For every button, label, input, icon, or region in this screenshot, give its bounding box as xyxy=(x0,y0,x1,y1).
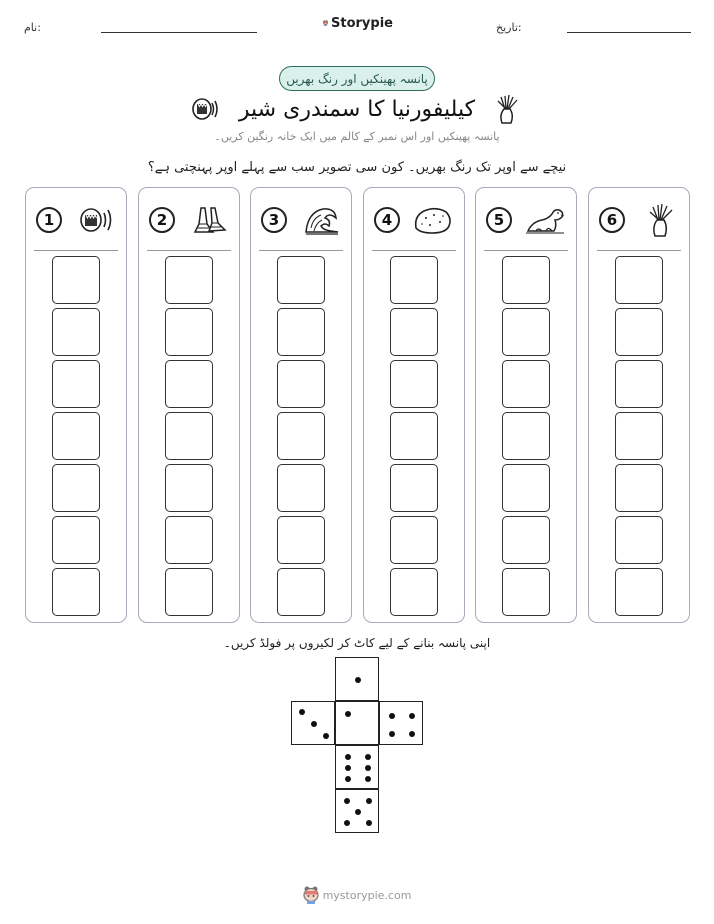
pip xyxy=(365,754,371,760)
color-box[interactable] xyxy=(502,568,550,616)
pip xyxy=(345,754,351,760)
color-box[interactable] xyxy=(615,464,663,512)
column-header xyxy=(149,202,229,238)
pip xyxy=(355,677,361,683)
color-box[interactable] xyxy=(390,360,438,408)
ocean-wave-icon xyxy=(303,204,341,236)
color-box[interactable] xyxy=(52,412,100,460)
column-3 xyxy=(250,187,352,623)
color-box[interactable] xyxy=(390,568,438,616)
color-boxes xyxy=(139,256,239,616)
color-boxes xyxy=(251,256,351,616)
color-box[interactable] xyxy=(390,256,438,304)
flippers-icon xyxy=(191,204,229,236)
pip xyxy=(365,776,371,782)
color-box[interactable] xyxy=(52,308,100,356)
pip xyxy=(389,731,395,737)
sea-lion-icon xyxy=(524,204,566,236)
subtitle: پانسہ پھینکیں اور اس نمبر کے کالم میں ایک خانہ رنگین کریں۔ xyxy=(214,130,500,143)
pip xyxy=(355,809,361,815)
pip xyxy=(409,731,415,737)
color-box[interactable] xyxy=(165,360,213,408)
date-line xyxy=(567,32,691,33)
color-box[interactable] xyxy=(277,568,325,616)
color-box[interactable] xyxy=(165,464,213,512)
die-face-right xyxy=(379,701,423,745)
color-box[interactable] xyxy=(165,308,213,356)
column-number: 4 xyxy=(374,207,400,233)
roaring-mouth-icon xyxy=(78,204,116,236)
logo-text: Storypie xyxy=(331,15,393,31)
die-face-bottom xyxy=(335,789,379,833)
color-box[interactable] xyxy=(52,360,100,408)
color-box[interactable] xyxy=(390,464,438,512)
date-label: تاریخ: xyxy=(496,21,522,34)
color-box[interactable] xyxy=(615,516,663,564)
color-box[interactable] xyxy=(52,256,100,304)
pip xyxy=(323,733,329,739)
die-face-below xyxy=(335,745,379,789)
color-box[interactable] xyxy=(165,568,213,616)
column-header xyxy=(486,202,566,238)
color-box[interactable] xyxy=(615,568,663,616)
logo xyxy=(323,12,393,34)
storypie-mascot-icon xyxy=(323,14,328,32)
column-header xyxy=(261,202,341,238)
color-box[interactable] xyxy=(52,568,100,616)
footer-mascot-icon xyxy=(303,886,319,904)
color-box[interactable] xyxy=(277,464,325,512)
rock-icon xyxy=(412,204,454,236)
pip xyxy=(389,713,395,719)
die-face-center xyxy=(335,701,379,745)
column-5 xyxy=(475,187,577,623)
color-box[interactable] xyxy=(615,412,663,460)
pip xyxy=(299,709,305,715)
pip xyxy=(344,820,350,826)
color-box[interactable] xyxy=(502,308,550,356)
pip xyxy=(345,776,351,782)
pip xyxy=(366,820,372,826)
pip xyxy=(344,798,350,804)
color-box[interactable] xyxy=(390,412,438,460)
die-face-top xyxy=(335,657,379,701)
pip xyxy=(409,713,415,719)
column-4 xyxy=(363,187,465,623)
column-number: 3 xyxy=(261,207,287,233)
color-boxes xyxy=(476,256,576,616)
page-title: کیلیفورنیا کا سمندری شیر xyxy=(238,96,476,122)
name-line xyxy=(101,32,257,33)
color-box[interactable] xyxy=(277,256,325,304)
color-box[interactable] xyxy=(277,516,325,564)
activity-tag: پانسہ پھینکیں اور رنگ بھریں xyxy=(279,66,435,91)
title-row xyxy=(0,92,714,126)
color-box[interactable] xyxy=(277,412,325,460)
pip xyxy=(345,765,351,771)
color-box[interactable] xyxy=(502,516,550,564)
column-header xyxy=(374,202,454,238)
column-header xyxy=(599,202,679,238)
question: نیچے سے اوپر تک رنگ بھریں۔ کون سی تصویر سب سے پہلے اوپر پہنچتی ہے؟ xyxy=(147,160,567,175)
color-box[interactable] xyxy=(165,516,213,564)
pip xyxy=(311,721,317,727)
color-box[interactable] xyxy=(502,412,550,460)
column-number: 2 xyxy=(149,207,175,233)
title-sea-anemone-icon xyxy=(493,93,523,125)
column-number: 6 xyxy=(599,207,625,233)
color-boxes xyxy=(364,256,464,616)
footer-url[interactable]: mystorypie.com xyxy=(322,888,412,902)
pip xyxy=(345,711,351,717)
color-box[interactable] xyxy=(615,308,663,356)
sea-anemone-icon xyxy=(645,202,679,238)
color-box[interactable] xyxy=(52,464,100,512)
color-box[interactable] xyxy=(277,360,325,408)
die-instruction: اپنی پانسہ بنانے کے لیے کاٹ کر لکیروں پر فولڈ کریں۔ xyxy=(223,636,491,650)
title-roaring-mouth-icon xyxy=(191,94,221,124)
column-number: 5 xyxy=(486,207,512,233)
color-box[interactable] xyxy=(390,516,438,564)
column-6 xyxy=(588,187,690,623)
name-label: نام: xyxy=(24,21,41,34)
column-header xyxy=(36,202,116,238)
footer xyxy=(0,884,714,906)
color-boxes xyxy=(26,256,126,616)
column-2 xyxy=(138,187,240,623)
color-box[interactable] xyxy=(615,360,663,408)
pip xyxy=(365,765,371,771)
color-box[interactable] xyxy=(390,308,438,356)
color-box[interactable] xyxy=(502,256,550,304)
color-box[interactable] xyxy=(277,308,325,356)
column-1 xyxy=(25,187,127,623)
color-box[interactable] xyxy=(52,516,100,564)
pip xyxy=(366,798,372,804)
color-box[interactable] xyxy=(502,360,550,408)
column-number: 1 xyxy=(36,207,62,233)
color-box[interactable] xyxy=(165,412,213,460)
die-face-left xyxy=(291,701,335,745)
color-box[interactable] xyxy=(615,256,663,304)
color-box[interactable] xyxy=(502,464,550,512)
color-box[interactable] xyxy=(165,256,213,304)
color-boxes xyxy=(589,256,689,616)
